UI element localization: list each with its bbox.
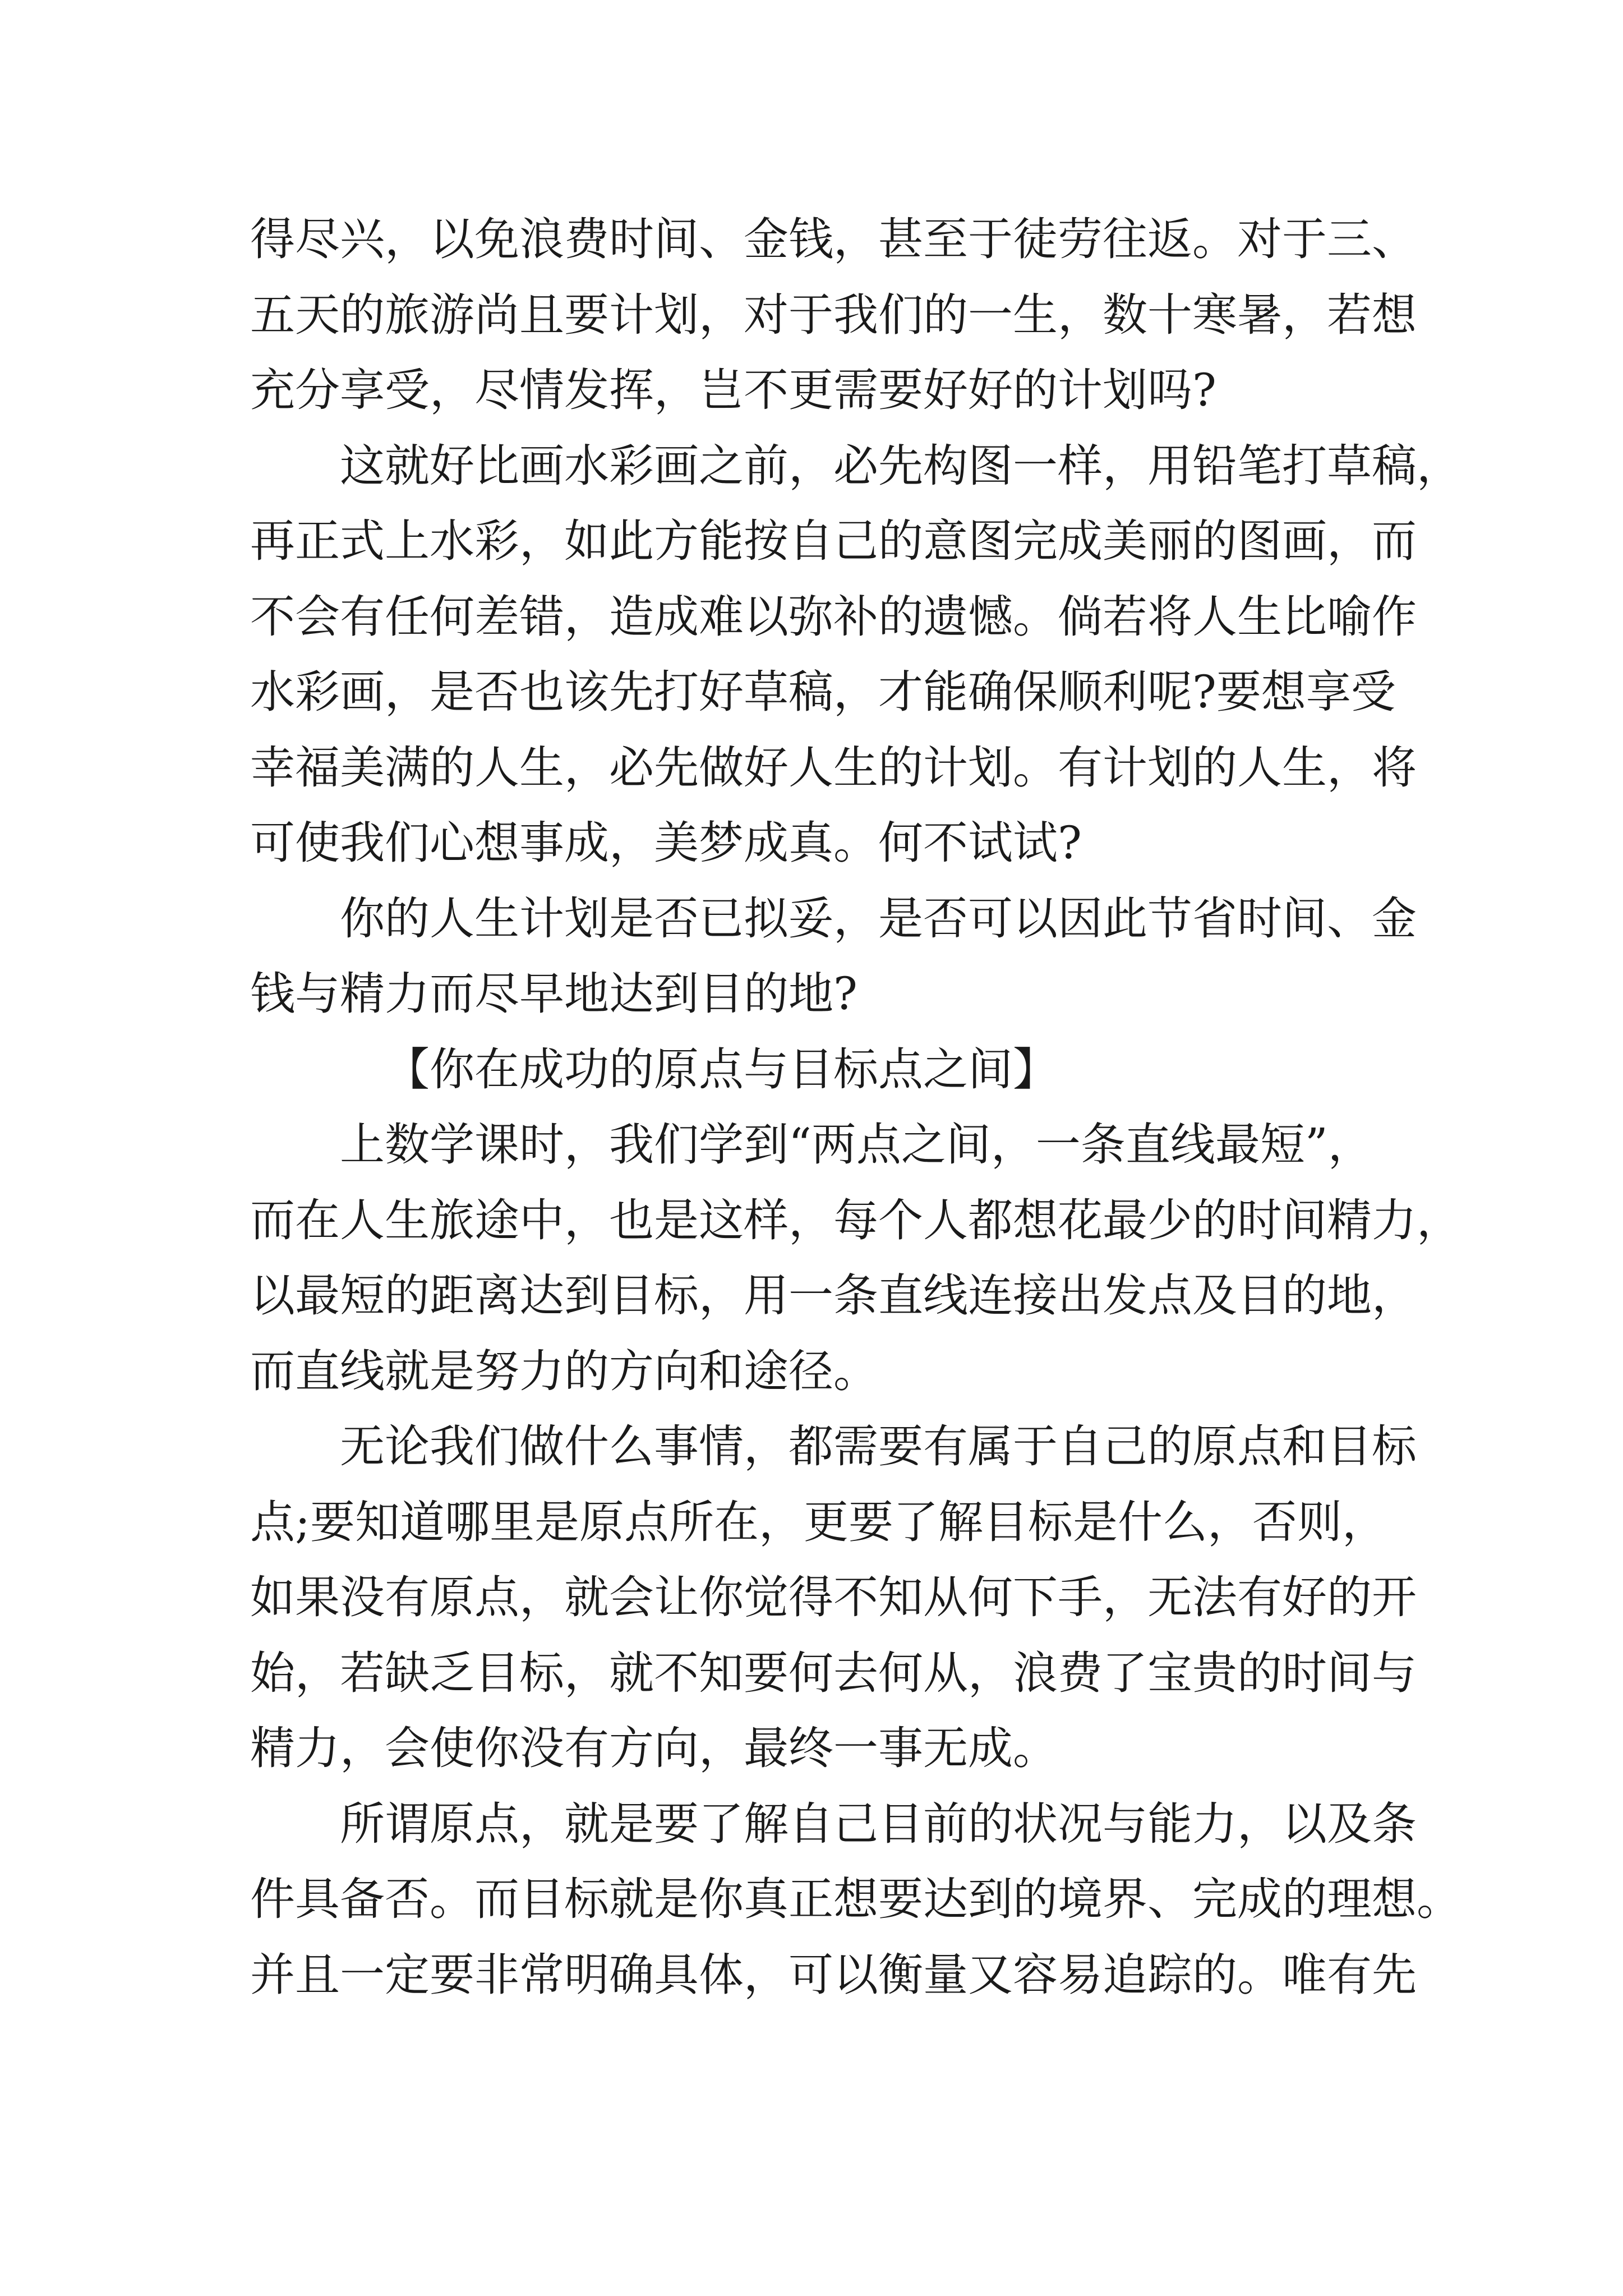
text-line: 五天的旅游尚且要计划，对于我们的一生，数十寒暑，若想 xyxy=(250,288,1417,341)
paragraph-first-line: 无论我们做什么事情，都需要有属于自己的原点和目标 xyxy=(340,1420,1417,1473)
text-line: 始，若缺乏目标，就不知要何去何从，浪费了宝贵的时间与 xyxy=(250,1646,1417,1699)
text-line: 充分享受，尽情发挥，岂不更需要好好的计划吗? xyxy=(250,364,1216,416)
text-line: 精力，会使你没有方向，最终一事无成。 xyxy=(250,1722,1058,1774)
text-line: 不会有任何差错，造成难以弥补的遗憾。倘若将人生比喻作 xyxy=(250,590,1417,643)
text-line: 得尽兴，以免浪费时间、金钱，甚至于徒劳往返。对于三、 xyxy=(250,213,1417,265)
paragraph-first-line: 这就好比画水彩画之前，必先构图一样，用铅笔打草稿， xyxy=(340,439,1461,492)
text-line: 而直线就是努力的方向和途径。 xyxy=(250,1345,878,1397)
text-line: 以最短的距离达到目标，用一条直线连接出发点及目的地， xyxy=(250,1269,1417,1322)
section-heading: 【你在成功的原点与目标点之间】 xyxy=(385,1043,1058,1096)
text-line: 可使我们心想事成，美梦成真。何不试试? xyxy=(250,817,1082,869)
paragraph-first-line: 上数学课时，我们学到“两点之间，一条直线最短”， xyxy=(340,1119,1373,1171)
text-line: 钱与精力而尽早地达到目的地? xyxy=(250,968,857,1020)
body-text xyxy=(250,202,1461,2013)
text-line: 并且一定要非常明确具体，可以衡量又容易追踪的。唯有先 xyxy=(250,1948,1417,2001)
text-line: 件具备否。而目标就是你真正想要达到的境界、完成的理想。 xyxy=(250,1873,1461,1925)
text-line: 幸福美满的人生，必先做好人生的计划。有计划的人生，将 xyxy=(250,741,1417,794)
text-line: 水彩画，是否也该先打好草稿，才能确保顺利呢?要想享受 xyxy=(250,666,1396,718)
text-line: 点;要知道哪里是原点所在，更要了解目标是什么，否则， xyxy=(250,1496,1387,1548)
paragraph-first-line: 所谓原点，就是要了解自己目前的状况与能力，以及条 xyxy=(340,1797,1417,1850)
paragraph-first-line: 你的人生计划是否已拟妥，是否可以因此节省时间、金 xyxy=(340,892,1417,945)
text-line: 而在人生旅途中，也是这样，每个人都想花最少的时间精力， xyxy=(250,1194,1461,1246)
text-line: 如果没有原点，就会让你觉得不知从何下手，无法有好的开 xyxy=(250,1571,1417,1623)
text-line: 再正式上水彩，如此方能按自己的意图完成美丽的图画，而 xyxy=(250,515,1417,567)
